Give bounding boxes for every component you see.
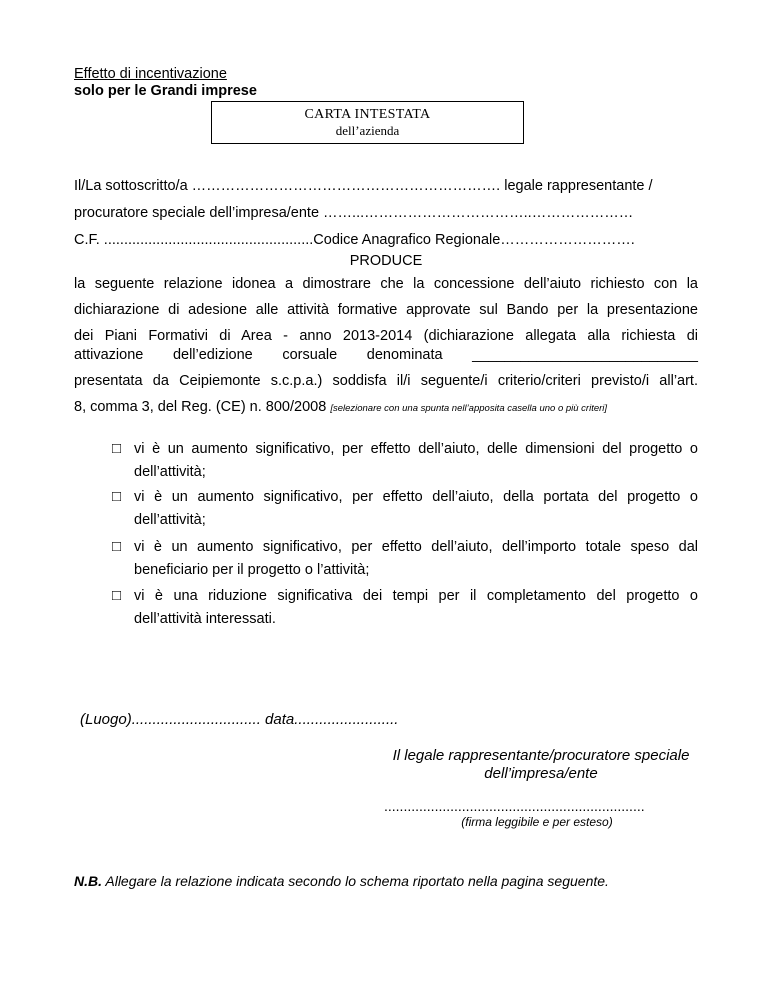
- body-line-1: la seguente relazione idonea a dimostrare che la concessione dell’aiuto richiesto con la: [74, 276, 698, 292]
- regulation-reference: 8, comma 3, del Reg. (CE) n. 800/2008: [74, 399, 327, 415]
- body-word: attivazione: [74, 347, 144, 363]
- letterhead-box: [211, 101, 524, 144]
- criterion-item: [134, 441, 698, 480]
- signature-role: Il legale rappresentante/procuratore speciale: [392, 747, 690, 764]
- criterion-text: dell’attività;: [134, 512, 206, 528]
- criterion-text: dell’attività interessati.: [134, 611, 276, 627]
- selection-instruction: [selezionare con una spunta nell’apposita casella uno o più criteri]: [330, 403, 608, 414]
- header-line-1: Effetto di incentivazione: [74, 66, 227, 82]
- place-date-line: (Luogo)............................... data.........................: [80, 711, 399, 728]
- body-line-3: dei Piani Formativi di Area - anno 2013-2014 (dichiarazione allegata alla richiesta di: [74, 328, 698, 344]
- criterion-checkbox[interactable]: □: [112, 440, 122, 457]
- criterion-text: vi è un aumento significativo, per effetto dell’aiuto, della portata del progetto o: [134, 489, 698, 505]
- header-line-2: solo per le Grandi imprese: [74, 83, 257, 99]
- criterion-text: vi è un aumento significativo, per effetto dell’aiuto, dell’importo totale speso dal: [134, 539, 698, 555]
- criterion-text: vi è una riduzione significativa dei tempi per il completamento del progetto o: [134, 588, 698, 604]
- body-word: dell’edizione: [172, 347, 253, 363]
- body-line-2: dichiarazione di adesione alle attività formative approvate sul Bando per la presentazione: [74, 302, 698, 318]
- footnote-label: N.B.: [74, 873, 102, 889]
- letterhead-subtitle: dell’azienda: [335, 123, 400, 138]
- body-line-6: [74, 399, 698, 415]
- criterion-item: [134, 489, 698, 528]
- criterion-checkbox[interactable]: □: [112, 488, 122, 505]
- body-word: corsuale: [282, 347, 338, 363]
- criterion-text: vi è un aumento significativo, per effetto dell’aiuto, delle dimensioni del progetto o: [134, 441, 698, 457]
- criterion-text: dell’attività;: [134, 464, 206, 480]
- intro-line-2: procuratore speciale dell’impresa/ente ……...……………………………..…………………: [74, 205, 634, 221]
- intro-line-1: Il/La sottoscritto/a ………………………………………………………. legale rappresentante /: [74, 178, 653, 194]
- signature-entity: dell’impresa/ente: [484, 765, 598, 782]
- criterion-item: [134, 539, 698, 578]
- name-blank-line: ____________________________: [472, 347, 698, 363]
- letterhead-title: CARTA INTESTATA: [304, 107, 431, 122]
- signature-line: ...................................................................: [384, 798, 645, 814]
- body-line-4: [74, 347, 698, 363]
- criterion-checkbox[interactable]: □: [112, 587, 122, 604]
- produce-heading: PRODUCE: [349, 253, 423, 269]
- intro-line-3: C.F. ....................................................Codice Anagrafico Regionale……………………….: [74, 232, 635, 248]
- criterion-item: [134, 588, 698, 627]
- signature-caption: (firma leggibile e per esteso): [461, 815, 613, 829]
- footnote-text: Allegare la relazione indicata secondo lo schema riportato nella pagina seguente.: [102, 873, 609, 889]
- footnote: [74, 873, 609, 889]
- criterion-text: beneficiario per il progetto o l’attività;: [134, 562, 370, 578]
- body-line-5: presentata da Ceipiemonte s.c.p.a.) soddisfa il/i seguente/i criterio/criteri previsto/i all’art.: [74, 373, 698, 389]
- body-word: denominata: [366, 347, 443, 363]
- criterion-checkbox[interactable]: □: [112, 538, 122, 555]
